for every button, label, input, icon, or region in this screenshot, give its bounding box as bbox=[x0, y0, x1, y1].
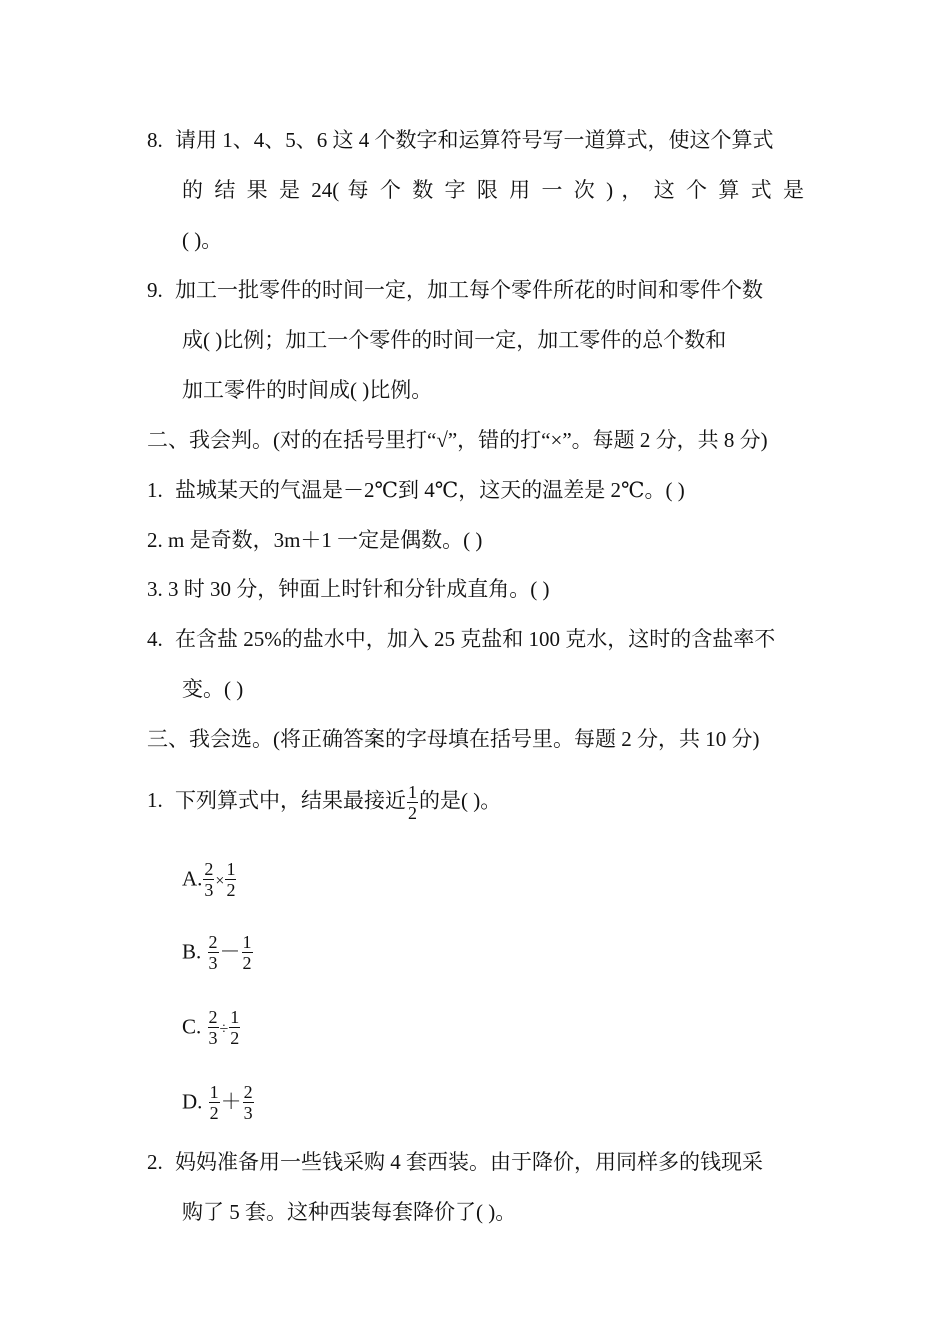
option-c: C. $\frac{2}{3}$ ÷ $\frac{1}{2}$ bbox=[182, 1007, 240, 1048]
s2-item-3: 3. 3 时 30 分，钟面上时针和分针成直角。( ) bbox=[147, 577, 550, 601]
section3-heading: 三、我会选。(将正确答案的字母填在括号里。每题 2 分，共 10 分) bbox=[147, 727, 760, 751]
section2-heading: 二、我会判。(对的在括号里打“√”，错的打“×”。每题 2 分，共 8 分) bbox=[147, 428, 768, 452]
option-a: A. $\frac{2}{3}$ × $\frac{1}{2}$ bbox=[182, 859, 236, 900]
s2-item-2: 2. m 是奇数，3m＋1 一定是偶数。( ) bbox=[147, 528, 483, 552]
s3-q2-line2: 购了 5 套。这种西装每套降价了( )。 bbox=[182, 1200, 517, 1224]
q8-line3: ( )。 bbox=[182, 228, 223, 252]
s2-item-4-line2: 变。( ) bbox=[182, 677, 244, 701]
s3-q1-number: 1. bbox=[147, 788, 163, 813]
s3-q2-number: 2. bbox=[147, 1150, 163, 1174]
q8-line2: 的 结 果 是 24( 每 个 数 字 限 用 一 次 ) ， 这 个 算 式 是 bbox=[182, 178, 804, 202]
q9-number: 9. bbox=[147, 278, 163, 302]
s3-q1-fraction: $\frac{1}{2}$ bbox=[408, 782, 417, 823]
q9-line2: 成( )比例；加工一个零件的时间一定，加工零件的总个数和 bbox=[182, 328, 727, 352]
s3-q1-stem: 1. 下列算式中，结果最接近 $\frac{1}{2}$ 的是( )。 bbox=[147, 782, 502, 823]
q9-line3: 加工零件的时间成( )比例。 bbox=[182, 378, 433, 402]
option-d: D. $\frac{1}{2}$ ＋ $\frac{2}{3}$ bbox=[182, 1082, 253, 1123]
q9-line1: 9. 加工一批零件的时间一定，加工每个零件所花的时间和零件个数 bbox=[147, 275, 763, 305]
s2-item-1: 1. 盐城某天的气温是－2℃到 4℃，这天的温差是 2℃。( ) bbox=[147, 478, 685, 502]
s2-item-4-line1: 4. 在含盐 25%的盐水中，加入 25 克盐和 100 克水，这时的含盐率不 bbox=[147, 627, 776, 651]
q8-number: 8. bbox=[147, 128, 163, 152]
option-b: B. $\frac{2}{3}$ － $\frac{1}{2}$ bbox=[182, 932, 252, 973]
q8-line1: 8. 请用 1、4、5、6 这 4 个数字和运算符号写一道算式，使这个算式 bbox=[147, 125, 774, 155]
s3-q2-line1: 2. 妈妈准备用一些钱采购 4 套西装。由于降价，用同样多的钱现采 bbox=[147, 1147, 763, 1177]
